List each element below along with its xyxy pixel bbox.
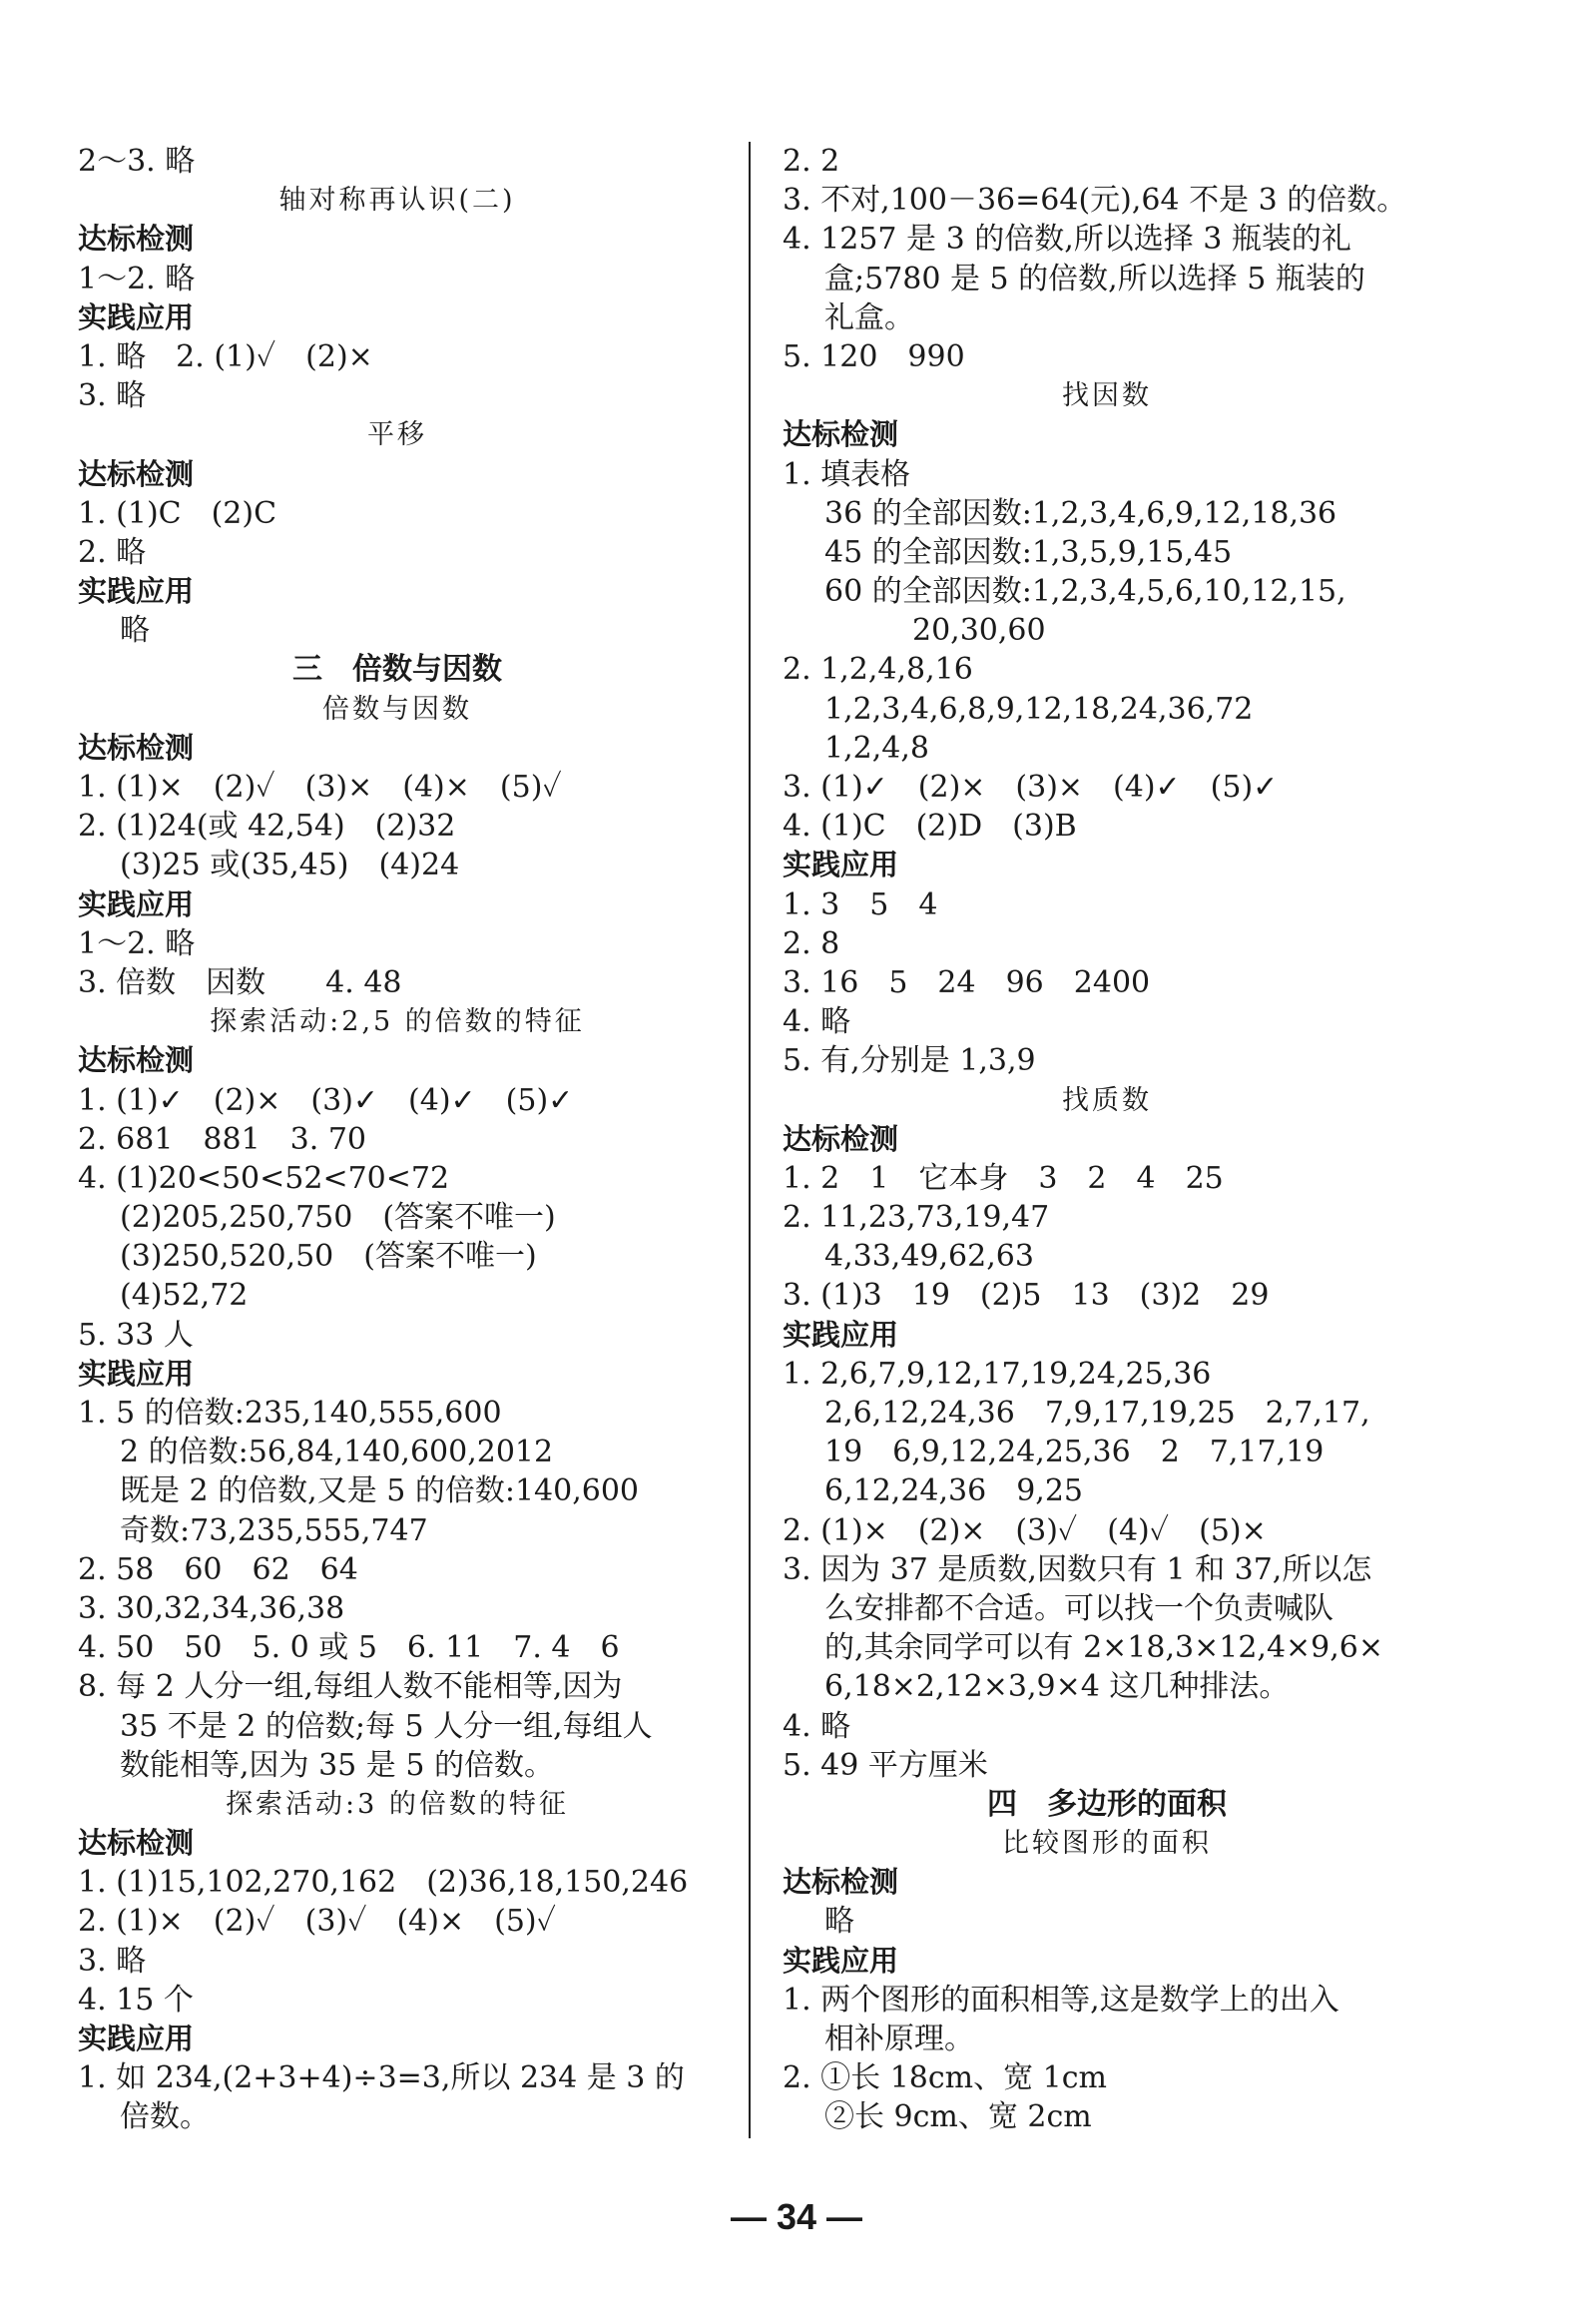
answer-line: 1. 2,6,7,9,12,17,19,24,25,36 <box>783 1356 1212 1392</box>
page-number: — 34 — <box>730 2196 863 2237</box>
lesson-title: 找因数 <box>1062 380 1152 412</box>
answer-line: 2. 8 <box>783 925 840 961</box>
answer-line: 1,2,4,8 <box>824 730 929 766</box>
answer-line: 的,其余同学可以有 2×18,3×12,4×9,6× <box>824 1630 1384 1666</box>
answer-line: 倍数。 <box>120 2099 210 2135</box>
answer-line: 60 的全部因数:1,2,3,4,5,6,10,12,15, <box>824 574 1346 610</box>
answer-line: (2)205,250,750 (答案不唯一) <box>120 1200 556 1236</box>
answer-line: 3. 略 <box>78 1943 147 1979</box>
answer-line: 1. (1)C (2)C <box>78 495 277 531</box>
section-heading: 实践应用 <box>783 1943 899 1978</box>
answer-line: 6,12,24,36 9,25 <box>824 1473 1084 1509</box>
section-heading: 达标检测 <box>78 730 195 765</box>
section-heading: 实践应用 <box>783 848 899 882</box>
answer-line: 3. 16 5 24 96 2400 <box>783 964 1151 1000</box>
answer-line: 3. 倍数 因数 4. 48 <box>78 964 402 1000</box>
answer-line: 2. 58 60 62 64 <box>78 1551 358 1587</box>
answer-line: 4. 略 <box>783 1708 851 1744</box>
answer-line: 4. 略 <box>783 1004 851 1040</box>
section-heading: 实践应用 <box>78 574 195 609</box>
section-heading: 达标检测 <box>78 1043 195 1078</box>
answer-line: 2. 11,23,73,19,47 <box>783 1200 1050 1236</box>
column-divider <box>749 142 751 2138</box>
answer-line: 2～3. 略 <box>78 144 196 179</box>
right-column <box>783 142 1431 2137</box>
section-heading: 实践应用 <box>78 299 195 334</box>
answer-line: ②长 9cm、宽 2cm <box>824 2099 1092 2135</box>
answer-line: 4. (1)20<50<52<70<72 <box>78 1160 450 1196</box>
answer-line: 20,30,60 <box>912 613 1046 649</box>
section-heading: 达标检测 <box>783 417 899 452</box>
section-heading: 实践应用 <box>78 1356 195 1391</box>
answer-line: 2 的倍数:56,84,140,600,2012 <box>120 1435 554 1470</box>
answer-line: 4. 50 50 5. 0 或 5 6. 11 7. 4 6 <box>78 1630 620 1666</box>
answer-line: 2. 略 <box>78 534 147 570</box>
answer-line: 3. 30,32,34,36,38 <box>78 1590 345 1626</box>
answer-line: 35 不是 2 的倍数;每 5 人分一组,每组人 <box>120 1708 653 1744</box>
answer-line: 1. 2 1 它本身 3 2 4 25 <box>783 1160 1224 1196</box>
section-heading: 达标检测 <box>78 456 195 491</box>
lesson-title: 轴对称再认识(二) <box>278 185 516 217</box>
answer-line: 1,2,3,4,6,8,9,12,18,24,36,72 <box>824 691 1254 727</box>
answer-line: 3. 略 <box>78 378 147 414</box>
chapter-title: 三 倍数与因数 <box>292 652 502 688</box>
answer-line: 略 <box>824 1904 854 1940</box>
answer-line: 1. 两个图形的面积相等,这是数学上的出入 <box>783 1982 1339 2018</box>
answer-line: 礼盒。 <box>824 299 914 335</box>
answer-line: 2. 681 881 3. 70 <box>78 1121 367 1157</box>
answer-line: 1. (1)× (2)✓ (3)× (4)× (5)✓ <box>78 770 562 805</box>
answer-line: 1. 略 2. (1)✓ (2)× <box>78 338 373 374</box>
answer-line: 3. 不对,100－36=64(元),64 不是 3 的倍数。 <box>783 183 1407 219</box>
answer-line: 3. (1)3 19 (2)5 13 (3)2 29 <box>783 1278 1270 1314</box>
answer-line: 5. 有,分别是 1,3,9 <box>783 1043 1036 1079</box>
answer-line: 4. 15 个 <box>78 1982 194 2018</box>
answer-line: 2. (1)× (2)× (3)✓ (4)✓ (5)× <box>783 1512 1267 1548</box>
chapter-title: 四 多边形的面积 <box>987 1786 1227 1822</box>
lesson-title: 探索活动:2,5 的倍数的特征 <box>210 1006 585 1038</box>
answer-line: 相补原理。 <box>824 2022 974 2056</box>
answer-line: 2. (1)24(或 42,54) (2)32 <box>78 809 456 845</box>
section-heading: 实践应用 <box>78 2022 195 2055</box>
answer-line: 1～2. 略 <box>78 925 196 961</box>
answer-line: 1. 5 的倍数:235,140,555,600 <box>78 1396 502 1431</box>
answer-line: 盒;5780 是 5 的倍数,所以选择 5 瓶装的 <box>824 261 1365 296</box>
section-heading: 实践应用 <box>78 886 195 921</box>
section-heading: 实践应用 <box>783 1317 899 1352</box>
answer-line: 4. (1)C (2)D (3)B <box>783 809 1077 845</box>
answer-line: 既是 2 的倍数,又是 5 的倍数:140,600 <box>120 1473 640 1509</box>
answer-line: 5. 49 平方厘米 <box>783 1747 988 1783</box>
lesson-title: 找质数 <box>1062 1084 1152 1116</box>
answer-line: 36 的全部因数:1,2,3,4,6,9,12,18,36 <box>824 495 1337 531</box>
answer-line: 4. 1257 是 3 的倍数,所以选择 3 瓶装的礼 <box>783 222 1351 258</box>
answer-line: 1. 如 234,(2+3+4)÷3=3,所以 234 是 3 的 <box>78 2060 685 2096</box>
answer-line: 5. 33 人 <box>78 1317 194 1353</box>
answer-line: 数能相等,因为 35 是 5 的倍数。 <box>120 1747 554 1783</box>
answer-line: 1. 3 5 4 <box>783 886 938 922</box>
answer-line: 1. (1)✓ (2)× (3)✓ (4)✓ (5)✓ <box>78 1082 574 1118</box>
answer-line: 1. (1)15,102,270,162 (2)36,18,150,246 <box>78 1865 689 1901</box>
lesson-title: 探索活动:3 的倍数的特征 <box>226 1788 569 1820</box>
answer-line: 6,18×2,12×3,9×4 这几种排法。 <box>824 1669 1290 1705</box>
answer-line: 45 的全部因数:1,3,5,9,15,45 <box>824 534 1233 570</box>
answer-line: 2. 2 <box>783 144 840 179</box>
answer-line: 19 6,9,12,24,25,36 2 7,17,19 <box>824 1435 1325 1470</box>
answer-line: 3. (1)✓ (2)× (3)× (4)✓ (5)✓ <box>783 770 1279 805</box>
answer-line: 4,33,49,62,63 <box>824 1239 1034 1275</box>
answer-line: 3. 因为 37 是质数,因数只有 1 和 37,所以怎 <box>783 1551 1372 1587</box>
answer-line: 么安排都不合适。可以找一个负责喊队 <box>824 1590 1333 1626</box>
answer-line: 奇数:73,235,555,747 <box>120 1512 428 1548</box>
answer-line: 2. ①长 18cm、宽 1cm <box>783 2060 1107 2096</box>
answer-line: 2. (1)× (2)✓ (3)✓ (4)× (5)✓ <box>78 1904 556 1940</box>
answer-line: 5. 120 990 <box>783 338 965 374</box>
answer-line: (3)250,520,50 (答案不唯一) <box>120 1239 537 1275</box>
answer-line: 略 <box>120 613 150 649</box>
lesson-title: 平移 <box>367 419 427 451</box>
lesson-title: 比较图形的面积 <box>1002 1828 1212 1860</box>
answer-line: (3)25 或(35,45) (4)24 <box>120 848 460 883</box>
answer-line: 2,6,12,24,36 7,9,17,19,25 2,7,17, <box>824 1396 1370 1431</box>
section-heading: 达标检测 <box>783 1865 899 1900</box>
answer-line: 2. 1,2,4,8,16 <box>783 652 973 688</box>
left-column <box>78 142 717 2137</box>
lesson-title: 倍数与因数 <box>322 693 472 725</box>
section-heading: 达标检测 <box>783 1121 899 1156</box>
answer-line: (4)52,72 <box>120 1278 249 1314</box>
answer-line: 1. 填表格 <box>783 456 911 492</box>
section-heading: 达标检测 <box>78 222 195 257</box>
answer-line: 1～2. 略 <box>78 261 196 296</box>
section-heading: 达标检测 <box>78 1826 195 1861</box>
answer-line: 8. 每 2 人分一组,每组人数不能相等,因为 <box>78 1669 623 1705</box>
